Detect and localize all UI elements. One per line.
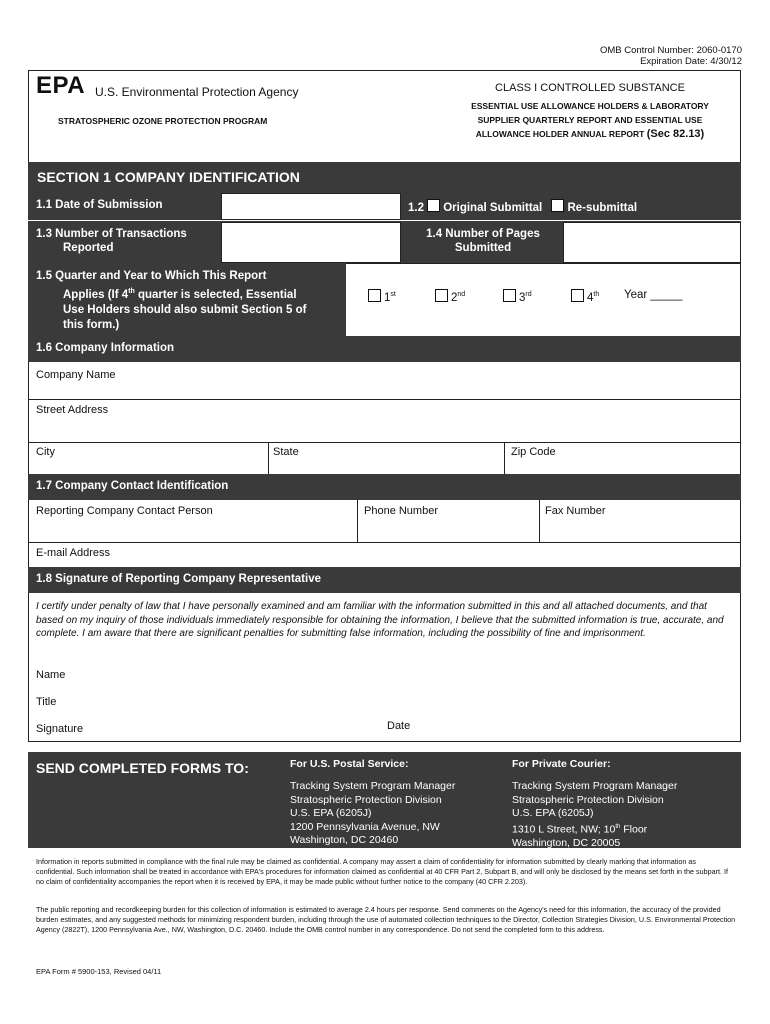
transactions-input[interactable] xyxy=(221,222,401,263)
confidentiality-notice: Information in reports submitted in compliance with the final rule may be claimed as confidential. A company may assert a claim of confidentiality for information submitted by clearly marking that information as confidential. Such information shall be treated in accordance with EPA's procedures for information claimed as confidential at 40 CFR Part 2, Subpart B, and will only be disclosed by the means set forth in the subpart. If no claim of confidentiality accompanies the report when it is received by EPA, it may be made public without further notice to the company (40 CFR 2.203). xyxy=(36,857,729,886)
company-name-label: Company Name xyxy=(36,369,116,381)
resubmittal-label: Re-submittal xyxy=(567,202,638,214)
header-left-rule xyxy=(28,70,29,162)
quarter-4[interactable]: 4th xyxy=(571,289,599,304)
agency-name: U.S. Environmental Protection Agency xyxy=(95,85,299,99)
fax-label: Fax Number xyxy=(545,505,606,517)
original-submittal-checkbox[interactable] xyxy=(427,199,440,212)
row-1-5-top-rule xyxy=(346,263,741,264)
quarter-3[interactable]: 3rd xyxy=(503,289,532,304)
pages-input[interactable] xyxy=(563,222,741,263)
date-of-submission-input[interactable] xyxy=(221,193,401,220)
city-label: City xyxy=(36,446,55,458)
section-1-title: SECTION 1 COMPANY IDENTIFICATION xyxy=(37,169,300,185)
year-field[interactable]: Year _____ xyxy=(624,289,683,301)
city-field[interactable] xyxy=(29,443,267,473)
company-info-title: 1.6 Company Information xyxy=(36,342,175,354)
email-label: E-mail Address xyxy=(36,547,110,559)
epa-logo: EPA xyxy=(36,72,86,99)
quarter-2[interactable]: 2nd xyxy=(435,289,465,304)
certification-statement: I certify under penalty of law that I have personally examined and am familiar with the information submitted in this and all attached documents, and that based on my inquiry of those individuals immediately responsible for obtaining the information, I believe that the submitted information is true, accurate, and complete. I am aware that there are significant penalties for submitting false information, including the possibility of fine and imprisonment. xyxy=(36,601,724,639)
date-label: Date xyxy=(387,720,411,732)
company-right-rule xyxy=(740,362,741,474)
email-field[interactable] xyxy=(29,543,740,566)
form-class-title: CLASS I CONTROLLED SUBSTANCE xyxy=(495,82,685,94)
postal-service-heading: For U.S. Postal Service: xyxy=(290,758,409,770)
expiration-date: Expiration Date: 4/30/12 xyxy=(640,56,742,67)
header-top-rule xyxy=(28,70,741,71)
send-forms-title: SEND COMPLETED FORMS TO: xyxy=(36,760,249,776)
omb-info xyxy=(600,45,742,67)
row-1-5-right-rule xyxy=(740,263,741,336)
transactions-label: 1.3 Number of Transactions Reported xyxy=(36,228,187,254)
street-address-field[interactable] xyxy=(29,400,740,442)
state-field[interactable] xyxy=(269,443,503,473)
section-1-header xyxy=(28,162,741,192)
zip-label: Zip Code xyxy=(511,446,556,458)
signature-left-rule xyxy=(28,593,29,741)
title-label: Title xyxy=(36,696,57,708)
date-of-submission-label: 1.1 Date of Submission xyxy=(36,199,163,211)
form-subtitle: ESSENTIAL USE ALLOWANCE HOLDERS & LABORATORY SUPPLIER QUARTERLY REPORT AND ESSENTIAL USE ALLOWANCE HOLDER ANNUAL REPORT (Sec 82.13) xyxy=(471,101,709,140)
signature-title: 1.8 Signature of Reporting Company Representative xyxy=(36,573,322,585)
signature-label: Signature xyxy=(36,723,84,735)
form-number: EPA Form # 5900-153, Revised 04/11 xyxy=(36,967,162,976)
quarter-year-label: 1.5 Quarter and Year to Which This Report Applies (If 4th quarter is selected, Essential Use Holders should also submit Section 5 of this form.) xyxy=(36,270,307,331)
contact-right-rule xyxy=(740,500,741,567)
submittal-type: 1.2 Original Submittal Re-submittal xyxy=(408,199,637,214)
name-label: Name xyxy=(36,669,66,681)
omb-number: OMB Control Number: 2060-0170 xyxy=(599,45,742,56)
street-address-label: Street Address xyxy=(36,404,109,416)
program-name: STRATOSPHERIC OZONE PROTECTION PROGRAM xyxy=(58,116,268,126)
contact-person-label: Reporting Company Contact Person xyxy=(36,505,213,517)
quarter-1[interactable]: 1st xyxy=(368,289,396,304)
header-right-rule xyxy=(740,70,741,162)
pages-label: 1.4 Number of Pages Submitted xyxy=(426,228,540,254)
quarter-2-checkbox[interactable] xyxy=(435,289,448,302)
phone-label: Phone Number xyxy=(364,505,438,517)
signature-right-rule xyxy=(740,593,741,741)
contact-title: 1.7 Company Contact Identification xyxy=(36,480,229,492)
courier-address: Tracking System Program Manager Stratospheric Protection Division U.S. EPA (6205J) 1310 L Street, NW; 10th Floor Washington, DC 20005 xyxy=(512,780,678,849)
company-name-field[interactable] xyxy=(29,363,740,399)
quarter-1-checkbox[interactable] xyxy=(368,289,381,302)
quarter-4-checkbox[interactable] xyxy=(571,289,584,302)
burden-statement: The public reporting and recordkeeping burden for this collection of information is estimated to average 2.4 hours per response. Send comments on the Agency's need for this information, the accuracy of the provided burden estimates, and any suggested methods for minimizing respondent burden, including through the use of automated collection techniques to the Director, Collection Strategies Division, U.S. Environmental Protection Agency (2822T), 1200 Pennsylvania Ave., NW, Washington, D.C. 20460. Include the OMB control number in any correspondence. Do not send the completed form to this address. xyxy=(36,905,736,934)
state-label: State xyxy=(273,446,299,458)
private-courier-heading: For Private Courier: xyxy=(512,758,611,770)
postal-address: Tracking System Program Manager Stratospheric Protection Division U.S. EPA (6205J) 1200 Pennsylvania Avenue, NW Washington, DC 20460 xyxy=(290,780,456,846)
quarter-3-checkbox[interactable] xyxy=(503,289,516,302)
resubmittal-checkbox[interactable] xyxy=(551,199,564,212)
original-submittal-label: Original Submittal xyxy=(443,202,543,214)
rule-after-signature xyxy=(28,741,741,742)
